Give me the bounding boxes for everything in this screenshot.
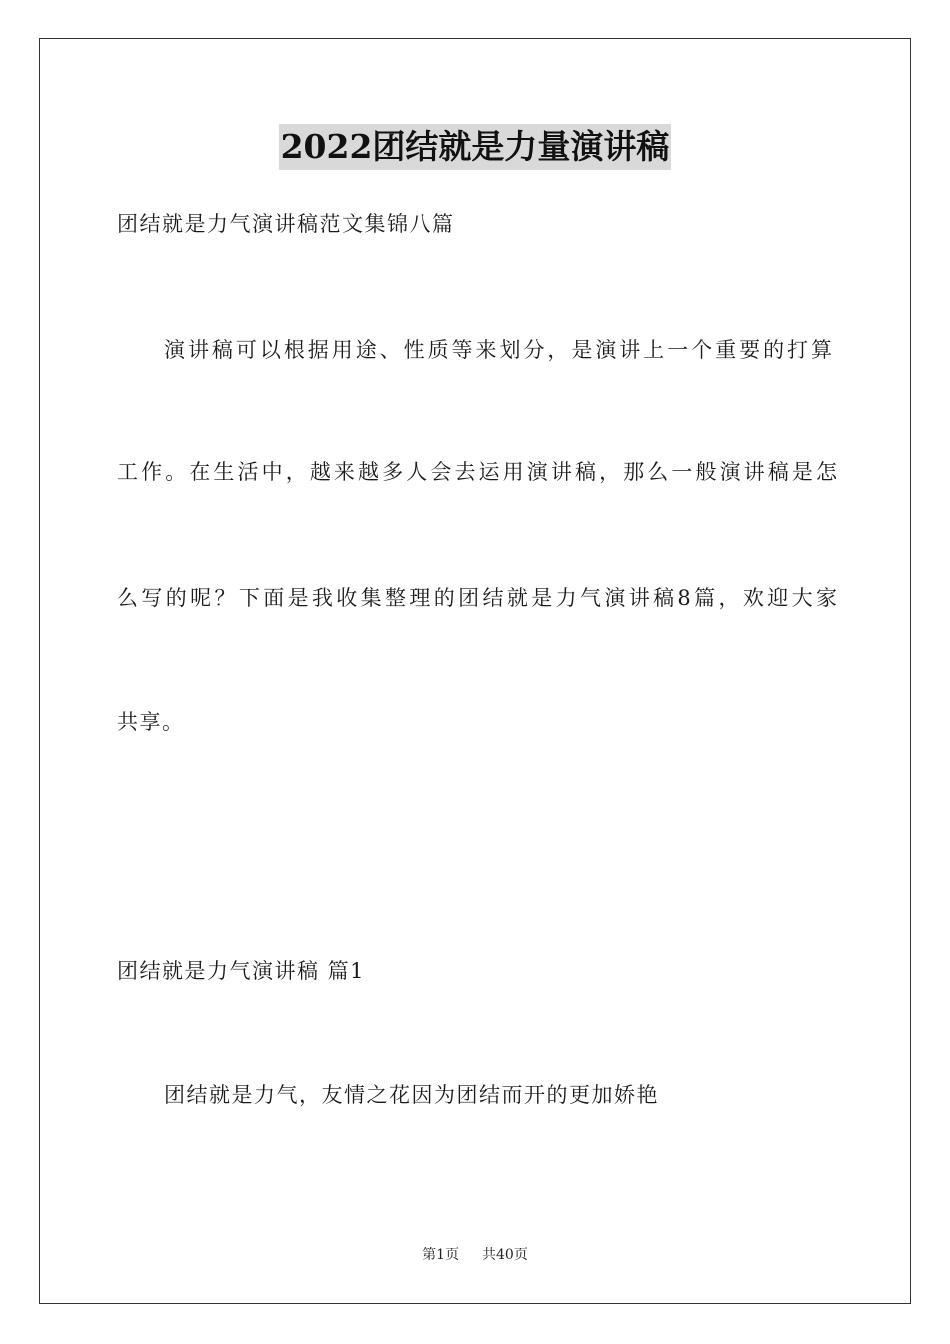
page-number: 第1页 (422, 1247, 460, 1263)
page-footer (0, 1245, 950, 1265)
document-subtitle: 团结就是力气演讲稿范文集锦八篇 (117, 212, 455, 236)
section-heading: 团结就是力气演讲稿 篇1 (117, 959, 366, 983)
intro-line-2: 工作。在生活中，越来越多人会去运用演讲稿，那么一般演讲稿是怎 (117, 460, 837, 484)
intro-line-4: 共享。 (117, 710, 185, 734)
page-total: 共40页 (482, 1247, 528, 1263)
intro-line-1: 演讲稿可以根据用途、性质等来划分，是演讲上一个重要的打算 (164, 338, 832, 362)
document-title: 2022团结就是力量演讲稿 (279, 124, 672, 170)
section-paragraph-line: 团结就是力气，友情之花因为团结而开的更加娇艳 (164, 1083, 659, 1107)
title-container (0, 124, 950, 170)
intro-line-3: 么写的呢？下面是我收集整理的团结就是力气演讲稿8篇，欢迎大家 (117, 586, 837, 610)
